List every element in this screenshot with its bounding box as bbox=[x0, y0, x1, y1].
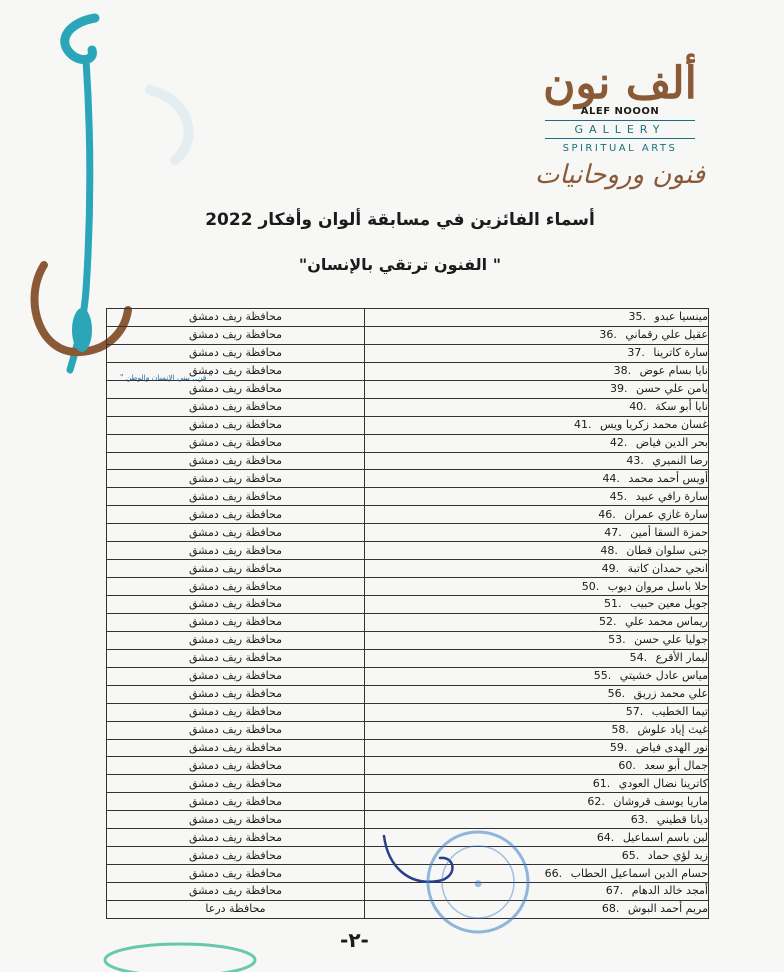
row-number: 62. bbox=[587, 794, 605, 808]
table-row bbox=[107, 506, 709, 524]
name-cell bbox=[365, 703, 709, 721]
winner-name: ديانا قطيني bbox=[656, 812, 708, 826]
row-number: 46. bbox=[598, 507, 616, 521]
row-number: 43. bbox=[626, 453, 644, 467]
logo-spiritual: SPIRITUAL ARTS bbox=[562, 143, 678, 154]
row-number: 44. bbox=[602, 471, 620, 485]
table-row bbox=[107, 470, 709, 488]
table-row bbox=[107, 631, 709, 649]
winner-name: غيث إياد علوش bbox=[637, 723, 708, 737]
row-number: 42. bbox=[609, 436, 628, 450]
table-row bbox=[107, 721, 709, 739]
table-row bbox=[107, 703, 709, 721]
governorate-cell: محافظة درعا bbox=[107, 900, 365, 918]
name-cell bbox=[365, 524, 709, 542]
winner-name: زيد لؤي حماد bbox=[647, 848, 708, 862]
page-subtitle: " الفنون ترتقي بالإنسان" bbox=[298, 255, 502, 274]
winner-name: سارة رافي عبيد bbox=[635, 489, 708, 503]
governorate-cell: محافظة ريف دمشق bbox=[107, 847, 365, 865]
governorate-cell: محافظة ريف دمشق bbox=[107, 757, 365, 775]
winner-name: نور الهدى فياض bbox=[635, 740, 708, 754]
governorate-cell: محافظة ريف دمشق bbox=[107, 596, 365, 614]
governorate-cell: محافظة ريف دمشق bbox=[107, 309, 365, 327]
name-cell bbox=[365, 793, 709, 811]
governorate-cell: محافظة ريف دمشق bbox=[107, 470, 365, 488]
table-row bbox=[107, 344, 709, 362]
winner-name: سارة غازي عمران bbox=[624, 507, 708, 521]
row-number: 67. bbox=[605, 884, 624, 898]
governorate-cell: محافظة ريف دمشق bbox=[107, 560, 365, 578]
row-number: 54. bbox=[629, 651, 648, 665]
row-number: 52. bbox=[598, 615, 617, 629]
name-cell bbox=[365, 326, 709, 344]
governorate-cell: محافظة ريف دمشق bbox=[107, 380, 365, 398]
row-number: 60. bbox=[618, 758, 636, 772]
name-cell bbox=[365, 344, 709, 362]
row-number: 56. bbox=[607, 687, 626, 701]
winner-name: جنى سلوان قطان bbox=[626, 543, 708, 557]
governorate-cell: محافظة ريف دمشق bbox=[107, 739, 365, 757]
row-number: 45. bbox=[609, 489, 628, 503]
logo-gallery: GALLERY bbox=[545, 120, 695, 139]
name-cell bbox=[365, 613, 709, 631]
row-number: 59. bbox=[609, 740, 628, 754]
row-number: 48. bbox=[600, 543, 618, 557]
table-row bbox=[107, 685, 709, 703]
governorate-cell: محافظة ريف دمشق bbox=[107, 883, 365, 901]
logo-arabic-sub: فنون وروحانيات bbox=[534, 160, 706, 190]
winner-name: غسان محمد زكريا ويس bbox=[599, 418, 708, 432]
table-row bbox=[107, 362, 709, 380]
governorate-cell: محافظة ريف دمشق bbox=[107, 488, 365, 506]
row-number: 51. bbox=[604, 597, 622, 611]
winner-name: مياس عادل خشيتي bbox=[619, 669, 708, 683]
row-number: 58. bbox=[611, 723, 629, 737]
governorate-cell: محافظة ريف دمشق bbox=[107, 398, 365, 416]
winner-name: جويل معين حبيب bbox=[630, 597, 708, 611]
logo-latin: ALEF NOOON bbox=[580, 106, 660, 117]
governorate-cell: محافظة ريف دمشق bbox=[107, 649, 365, 667]
slogan: " فن.. يبني الإنسان والوطن " bbox=[120, 373, 213, 382]
winner-name: كاترينا نضال العودي bbox=[618, 776, 708, 790]
winner-name: نايا بسام عوض bbox=[639, 364, 708, 378]
governorate-cell: محافظة ريف دمشق bbox=[107, 542, 365, 560]
name-cell bbox=[365, 470, 709, 488]
name-cell bbox=[365, 739, 709, 757]
row-number: 38. bbox=[613, 364, 632, 378]
winner-name: لين باسم اسماعيل bbox=[622, 830, 708, 844]
name-cell bbox=[365, 560, 709, 578]
table-row bbox=[107, 380, 709, 398]
name-cell bbox=[365, 506, 709, 524]
row-number: 40. bbox=[629, 400, 647, 414]
governorate-cell: محافظة ريف دمشق bbox=[107, 362, 365, 380]
winner-name: عقيل علي رقماني bbox=[625, 328, 708, 342]
winner-name: جوليا علي حسن bbox=[634, 633, 708, 647]
row-number: 36. bbox=[599, 328, 617, 342]
row-number: 37. bbox=[627, 346, 645, 360]
table-row bbox=[107, 613, 709, 631]
governorate-cell: محافظة ريف دمشق bbox=[107, 344, 365, 362]
name-cell bbox=[365, 649, 709, 667]
winner-name: جمال أبو سعد bbox=[644, 758, 708, 772]
governorate-cell: محافظة ريف دمشق bbox=[107, 524, 365, 542]
official-stamp bbox=[422, 826, 534, 938]
name-cell bbox=[365, 596, 709, 614]
table-row bbox=[107, 488, 709, 506]
name-cell bbox=[365, 398, 709, 416]
winner-name: مينسيا عبدو bbox=[654, 310, 708, 324]
table-row bbox=[107, 452, 709, 470]
name-cell bbox=[365, 452, 709, 470]
page-title: أسماء الفائزين في مسابقة ألوان وأفكار 2022 bbox=[205, 210, 595, 230]
name-cell bbox=[365, 721, 709, 739]
row-number: 35. bbox=[628, 310, 647, 324]
row-number: 47. bbox=[604, 525, 622, 539]
governorate-cell: محافظة ريف دمشق bbox=[107, 775, 365, 793]
governorate-cell: محافظة ريف دمشق bbox=[107, 326, 365, 344]
winner-name: علي محمد زريق bbox=[633, 687, 708, 701]
name-cell bbox=[365, 667, 709, 685]
table-row bbox=[107, 739, 709, 757]
governorate-cell: محافظة ريف دمشق bbox=[107, 578, 365, 596]
logo-arabic: ألف نون bbox=[543, 58, 697, 109]
table-row bbox=[107, 578, 709, 596]
page-number: -٢- bbox=[340, 928, 369, 952]
governorate-cell: محافظة ريف دمشق bbox=[107, 506, 365, 524]
table-row bbox=[107, 524, 709, 542]
row-number: 49. bbox=[601, 561, 620, 575]
governorate-cell: محافظة ريف دمشق bbox=[107, 452, 365, 470]
table-row bbox=[107, 560, 709, 578]
row-number: 53. bbox=[608, 633, 626, 647]
row-number: 64. bbox=[596, 830, 615, 844]
table-row bbox=[107, 416, 709, 434]
row-number: 57. bbox=[625, 705, 644, 719]
winner-name: رضا النميري bbox=[652, 453, 708, 467]
winner-name: ريماس محمد علي bbox=[624, 615, 708, 629]
name-cell bbox=[365, 434, 709, 452]
table-row bbox=[107, 793, 709, 811]
row-number: 63. bbox=[630, 812, 649, 826]
governorate-cell: محافظة ريف دمشق bbox=[107, 631, 365, 649]
svg-text:●: ● bbox=[474, 879, 482, 889]
table-row bbox=[107, 649, 709, 667]
winner-name: ماريا يوسف قروشان bbox=[613, 794, 708, 808]
governorate-cell: محافظة ريف دمشق bbox=[107, 613, 365, 631]
name-cell bbox=[365, 488, 709, 506]
gallery-logo bbox=[520, 58, 720, 190]
governorate-cell: محافظة ريف دمشق bbox=[107, 811, 365, 829]
name-cell bbox=[365, 631, 709, 649]
winner-name: مريم أحمد البوش bbox=[627, 902, 708, 916]
winner-name: نايا أبو سكة bbox=[655, 400, 708, 414]
winner-name: تيما الخطيب bbox=[651, 705, 708, 719]
row-number: 39. bbox=[609, 382, 628, 396]
winner-name: بحر الدين فياض bbox=[635, 436, 708, 450]
table-row bbox=[107, 434, 709, 452]
name-cell bbox=[365, 362, 709, 380]
governorate-cell: محافظة ريف دمشق bbox=[107, 434, 365, 452]
row-number: 68. bbox=[601, 902, 620, 916]
table-row bbox=[107, 542, 709, 560]
name-cell bbox=[365, 542, 709, 560]
name-cell bbox=[365, 578, 709, 596]
winner-name: يامن علي حسن bbox=[635, 382, 708, 396]
governorate-cell: محافظة ريف دمشق bbox=[107, 667, 365, 685]
winner-name: حلا باسل مروان ديوب bbox=[607, 579, 708, 593]
row-number: 65. bbox=[621, 848, 640, 862]
winner-name: أويس أحمد محمد bbox=[628, 471, 708, 485]
row-number: 50. bbox=[581, 579, 600, 593]
winner-name: سارة كاترينا bbox=[653, 346, 708, 360]
governorate-cell: محافظة ريف دمشق bbox=[107, 829, 365, 847]
governorate-cell: محافظة ريف دمشق bbox=[107, 685, 365, 703]
name-cell bbox=[365, 380, 709, 398]
name-cell bbox=[365, 309, 709, 327]
name-cell bbox=[365, 775, 709, 793]
table-row bbox=[107, 309, 709, 327]
row-number: 41. bbox=[573, 418, 592, 432]
name-cell bbox=[365, 757, 709, 775]
table-row bbox=[107, 326, 709, 344]
table-row bbox=[107, 775, 709, 793]
winner-name: حسام الدين اسماعيل الحطاب bbox=[570, 866, 708, 880]
row-number: 66. bbox=[544, 866, 563, 880]
row-number: 61. bbox=[592, 776, 611, 790]
table-row bbox=[107, 398, 709, 416]
winner-name: انجي حمدان كاتبة bbox=[627, 561, 708, 575]
winner-name: حمزة السقا أمين bbox=[630, 525, 708, 539]
name-cell bbox=[365, 416, 709, 434]
table-row bbox=[107, 667, 709, 685]
governorate-cell: محافظة ريف دمشق bbox=[107, 865, 365, 883]
table-row bbox=[107, 757, 709, 775]
governorate-cell: محافظة ريف دمشق bbox=[107, 793, 365, 811]
governorate-cell: محافظة ريف دمشق bbox=[107, 703, 365, 721]
bottom-stamp-fragment bbox=[100, 932, 260, 972]
winner-name: أمجد خالد الدهام bbox=[631, 884, 708, 898]
table-row bbox=[107, 596, 709, 614]
name-cell bbox=[365, 685, 709, 703]
row-number: 55. bbox=[593, 669, 612, 683]
governorate-cell: محافظة ريف دمشق bbox=[107, 721, 365, 739]
governorate-cell: محافظة ريف دمشق bbox=[107, 416, 365, 434]
winner-name: ليمار الأقرع bbox=[655, 651, 708, 665]
